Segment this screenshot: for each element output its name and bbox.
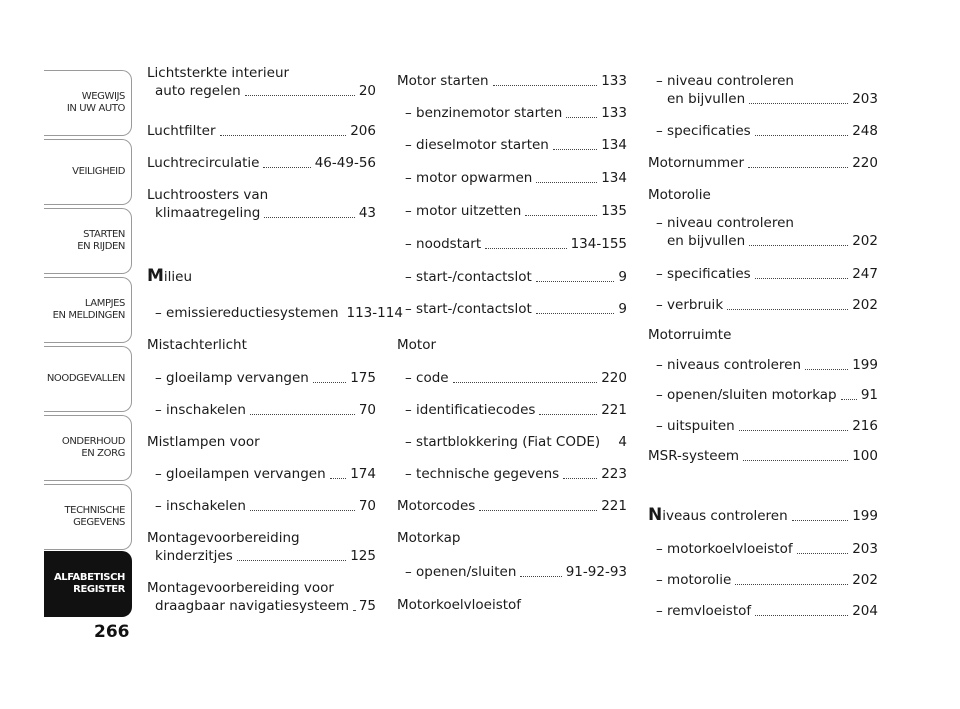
- entry-text: Motor starten: [397, 73, 489, 89]
- tab-alfabetisch-register[interactable]: [44, 551, 132, 617]
- page-ref[interactable]: 202: [852, 233, 878, 249]
- entry-text: – motor uitzetten: [405, 203, 522, 219]
- page-ref[interactable]: 20: [358, 83, 376, 99]
- page-ref[interactable]: 221: [601, 498, 627, 514]
- tab-onderhoud[interactable]: [44, 415, 132, 481]
- entry-text: – specificaties: [656, 266, 751, 282]
- index-entry: [147, 499, 376, 514]
- index-entry: [397, 270, 627, 285]
- entry-text: – remvloeistof: [656, 603, 752, 619]
- entry-text: Mistachterlicht: [147, 337, 247, 353]
- entry-text: Luchtfilter: [147, 123, 216, 139]
- entry-text: – motor opwarmen: [405, 170, 533, 186]
- entry-text: iveaus controleren: [662, 508, 788, 524]
- index-entry: [397, 499, 627, 514]
- entry-text: – niveau controleren: [656, 73, 794, 89]
- index-entry: [648, 124, 878, 139]
- page-ref[interactable]: 175: [350, 370, 376, 386]
- index-entry: [648, 573, 878, 588]
- tab-label: TECHNISCHE: [64, 505, 125, 516]
- page-ref[interactable]: 247: [852, 266, 878, 282]
- page-ref[interactable]: 133: [601, 73, 627, 89]
- page-ref[interactable]: 70: [358, 498, 376, 514]
- index-entry: [648, 74, 878, 107]
- entry-text: Lichtsterkte interieur: [147, 65, 290, 81]
- tab-label: REGISTER: [73, 584, 125, 595]
- index-entry: [147, 66, 376, 99]
- index-entry: [147, 156, 376, 171]
- entry-text: – technische gegevens: [405, 466, 560, 482]
- entry-text: Motornummer: [648, 155, 745, 171]
- entry-text: – inschakelen: [155, 402, 246, 418]
- page-ref[interactable]: 216: [852, 418, 878, 434]
- index-entry: [397, 338, 627, 353]
- entry-line: [147, 84, 376, 99]
- index-entry: [648, 267, 878, 282]
- index-entry: [648, 505, 878, 525]
- entry-text: Motorkap: [397, 530, 461, 546]
- entry-text: Luchtroosters van: [147, 187, 269, 203]
- tab-label: EN RIJDEN: [77, 241, 125, 252]
- index-entry: [147, 305, 403, 321]
- index-entry: [147, 531, 376, 564]
- entry-text: MSR-systeem: [648, 448, 740, 464]
- entry-text: Motorruimte: [648, 327, 732, 343]
- tab-label: STARTEN: [83, 229, 125, 240]
- page-ref[interactable]: 199: [852, 508, 878, 524]
- page-ref[interactable]: 43: [358, 205, 376, 221]
- page-ref[interactable]: 134: [601, 137, 627, 153]
- section-letter: M: [147, 266, 164, 286]
- entry-text: Luchtrecirculatie: [147, 155, 260, 171]
- page-ref[interactable]: 204: [852, 603, 878, 619]
- index-entry: [147, 467, 376, 482]
- tab-label: VEILIGHEID: [72, 166, 125, 177]
- page-ref[interactable]: 135: [601, 203, 627, 219]
- page-ref[interactable]: 46-49-56: [314, 155, 376, 171]
- entry-text: kinderzitjes: [155, 548, 233, 564]
- index-entry: [147, 124, 376, 139]
- index-entry: [648, 328, 878, 343]
- index-entry: [397, 565, 627, 580]
- section-letter: N: [648, 505, 663, 525]
- index-entry: [397, 74, 627, 89]
- index-entry: [648, 298, 878, 313]
- tab-starten[interactable]: [44, 208, 132, 274]
- page-ref[interactable]: 206: [350, 123, 376, 139]
- entry-text: Mistlampen voor: [147, 434, 260, 450]
- entry-text: Motor: [397, 337, 437, 353]
- index-entry: [648, 542, 878, 557]
- entry-text: Motorkoelvloeistof: [397, 597, 522, 613]
- entry-text: – openen/sluiten motorkap: [656, 387, 837, 403]
- index-entry: [147, 188, 376, 221]
- entry-text: Motorcodes: [397, 498, 476, 514]
- page-ref[interactable]: 220: [852, 155, 878, 171]
- index-entry: [397, 237, 627, 252]
- entry-text: – niveau controleren: [656, 215, 794, 231]
- entry-text: – verbruik: [656, 297, 724, 313]
- entry-text: Motorolie: [648, 187, 711, 203]
- index-entry: [397, 598, 627, 613]
- entry-text: – dieselmotor starten: [405, 137, 549, 153]
- entry-text: Montagevoorbereiding: [147, 530, 300, 546]
- page-ref[interactable]: 220: [601, 370, 627, 386]
- page-ref[interactable]: 174: [350, 466, 376, 482]
- entry-text: – gloeilampen vervangen: [155, 466, 326, 482]
- index-entry: [397, 371, 627, 386]
- index-entry: [147, 338, 376, 353]
- page-ref[interactable]: 134: [601, 170, 627, 186]
- index-entry: [397, 302, 627, 317]
- index-entry: [397, 138, 627, 153]
- index-entry: [648, 216, 878, 249]
- entry-text: – openen/sluiten: [405, 564, 517, 580]
- tab-wegwijs[interactable]: [44, 70, 132, 136]
- index-entry: [648, 156, 878, 171]
- page-ref[interactable]: 9: [618, 301, 627, 317]
- tab-label: GEGEVENS: [73, 517, 125, 528]
- entry-text: klimaatregeling: [155, 205, 261, 221]
- page-ref[interactable]: 202: [852, 297, 878, 313]
- page-ref[interactable]: 203: [852, 91, 878, 107]
- index-entry: [147, 403, 376, 418]
- entry-text: – noodstart: [405, 236, 482, 252]
- index-entry: [648, 188, 878, 203]
- tab-label: ALFABETISCH: [53, 572, 125, 583]
- tab-label: NOODGEVALLEN: [46, 373, 125, 384]
- page-ref[interactable]: 134-155: [570, 236, 627, 252]
- tab-veiligheid[interactable]: [44, 139, 132, 205]
- entry-text: – gloeilamp vervangen: [155, 370, 309, 386]
- page-ref[interactable]: 202: [852, 572, 878, 588]
- page-ref[interactable]: 9: [618, 269, 627, 285]
- entry-text: ilieu: [163, 269, 193, 285]
- tab-label: ONDERHOUD: [61, 436, 125, 447]
- entry-text: draagbaar navigatiesysteem: [155, 598, 350, 614]
- entry-text: – motorkoelvloeistof: [656, 541, 793, 557]
- tab-label: EN MELDINGEN: [52, 310, 125, 321]
- index-entry: [397, 171, 627, 186]
- entry-text: – benzinemotor starten: [405, 105, 563, 121]
- page-ref[interactable]: 133: [601, 105, 627, 121]
- entry-text: – emissiereductiesystemen: [155, 305, 339, 321]
- page-ref[interactable]: 70: [358, 402, 376, 418]
- entry-text: – niveaus controleren: [656, 357, 802, 373]
- entry-text: en bijvullen: [667, 233, 746, 249]
- page-ref[interactable]: 91: [860, 387, 878, 403]
- entry-text: – start-/contactslot: [405, 269, 532, 285]
- index-entry: [397, 531, 627, 546]
- index-entry: [147, 371, 376, 386]
- tab-lampjes[interactable]: [44, 277, 132, 343]
- tab-label: WEGWIJS: [81, 91, 125, 102]
- entry-text: – start-/contactslot: [405, 301, 532, 317]
- index-entry: [397, 204, 627, 219]
- index-entry: [648, 388, 878, 403]
- section-letter-m: [147, 266, 376, 286]
- page-ref[interactable]: 125: [350, 548, 376, 564]
- page-number: 266: [94, 622, 130, 642]
- page-ref[interactable]: 4: [618, 434, 627, 450]
- page-ref[interactable]: 223: [601, 466, 627, 482]
- entry-text: – specificaties: [656, 123, 751, 139]
- page-ref[interactable]: 91-92-93: [565, 564, 627, 580]
- tab-technische[interactable]: [44, 484, 132, 550]
- page-ref[interactable]: 199: [852, 357, 878, 373]
- index-entry: [147, 581, 376, 614]
- entry-text: – motorolie: [656, 572, 732, 588]
- tab-label: EN ZORG: [81, 448, 125, 459]
- entry-text: en bijvullen: [667, 91, 746, 107]
- entry-text: – code: [405, 370, 449, 386]
- index-entry: [397, 106, 627, 121]
- index-entry: [397, 403, 627, 418]
- page-ref[interactable]: 100: [852, 448, 878, 464]
- tab-label: IN UW AUTO: [66, 103, 125, 114]
- index-entry: [648, 604, 878, 619]
- page-ref[interactable]: 203: [852, 541, 878, 557]
- tab-label: LAMPJES: [84, 298, 125, 309]
- page-ref[interactable]: 248: [852, 123, 878, 139]
- entry-text: Montagevoorbereiding voor: [147, 580, 334, 596]
- entry-text: – identificatiecodes: [405, 402, 536, 418]
- index-entry: [648, 358, 878, 373]
- index-entry: [147, 435, 376, 450]
- entry-text: auto regelen: [155, 83, 241, 99]
- index-entry: [397, 435, 627, 450]
- entry-text: – uitspuiten: [656, 418, 735, 434]
- page-ref[interactable]: 75: [358, 598, 376, 614]
- page-ref[interactable]: 113-114: [346, 305, 403, 321]
- index-entry: [648, 449, 878, 464]
- entry-text: – startblokkering (Fiat CODE): [405, 434, 601, 450]
- index-entry: [397, 467, 627, 482]
- entry-text: – inschakelen: [155, 498, 246, 514]
- index-entry: [648, 419, 878, 434]
- tab-noodgevallen[interactable]: [44, 346, 132, 412]
- page-ref[interactable]: 221: [601, 402, 627, 418]
